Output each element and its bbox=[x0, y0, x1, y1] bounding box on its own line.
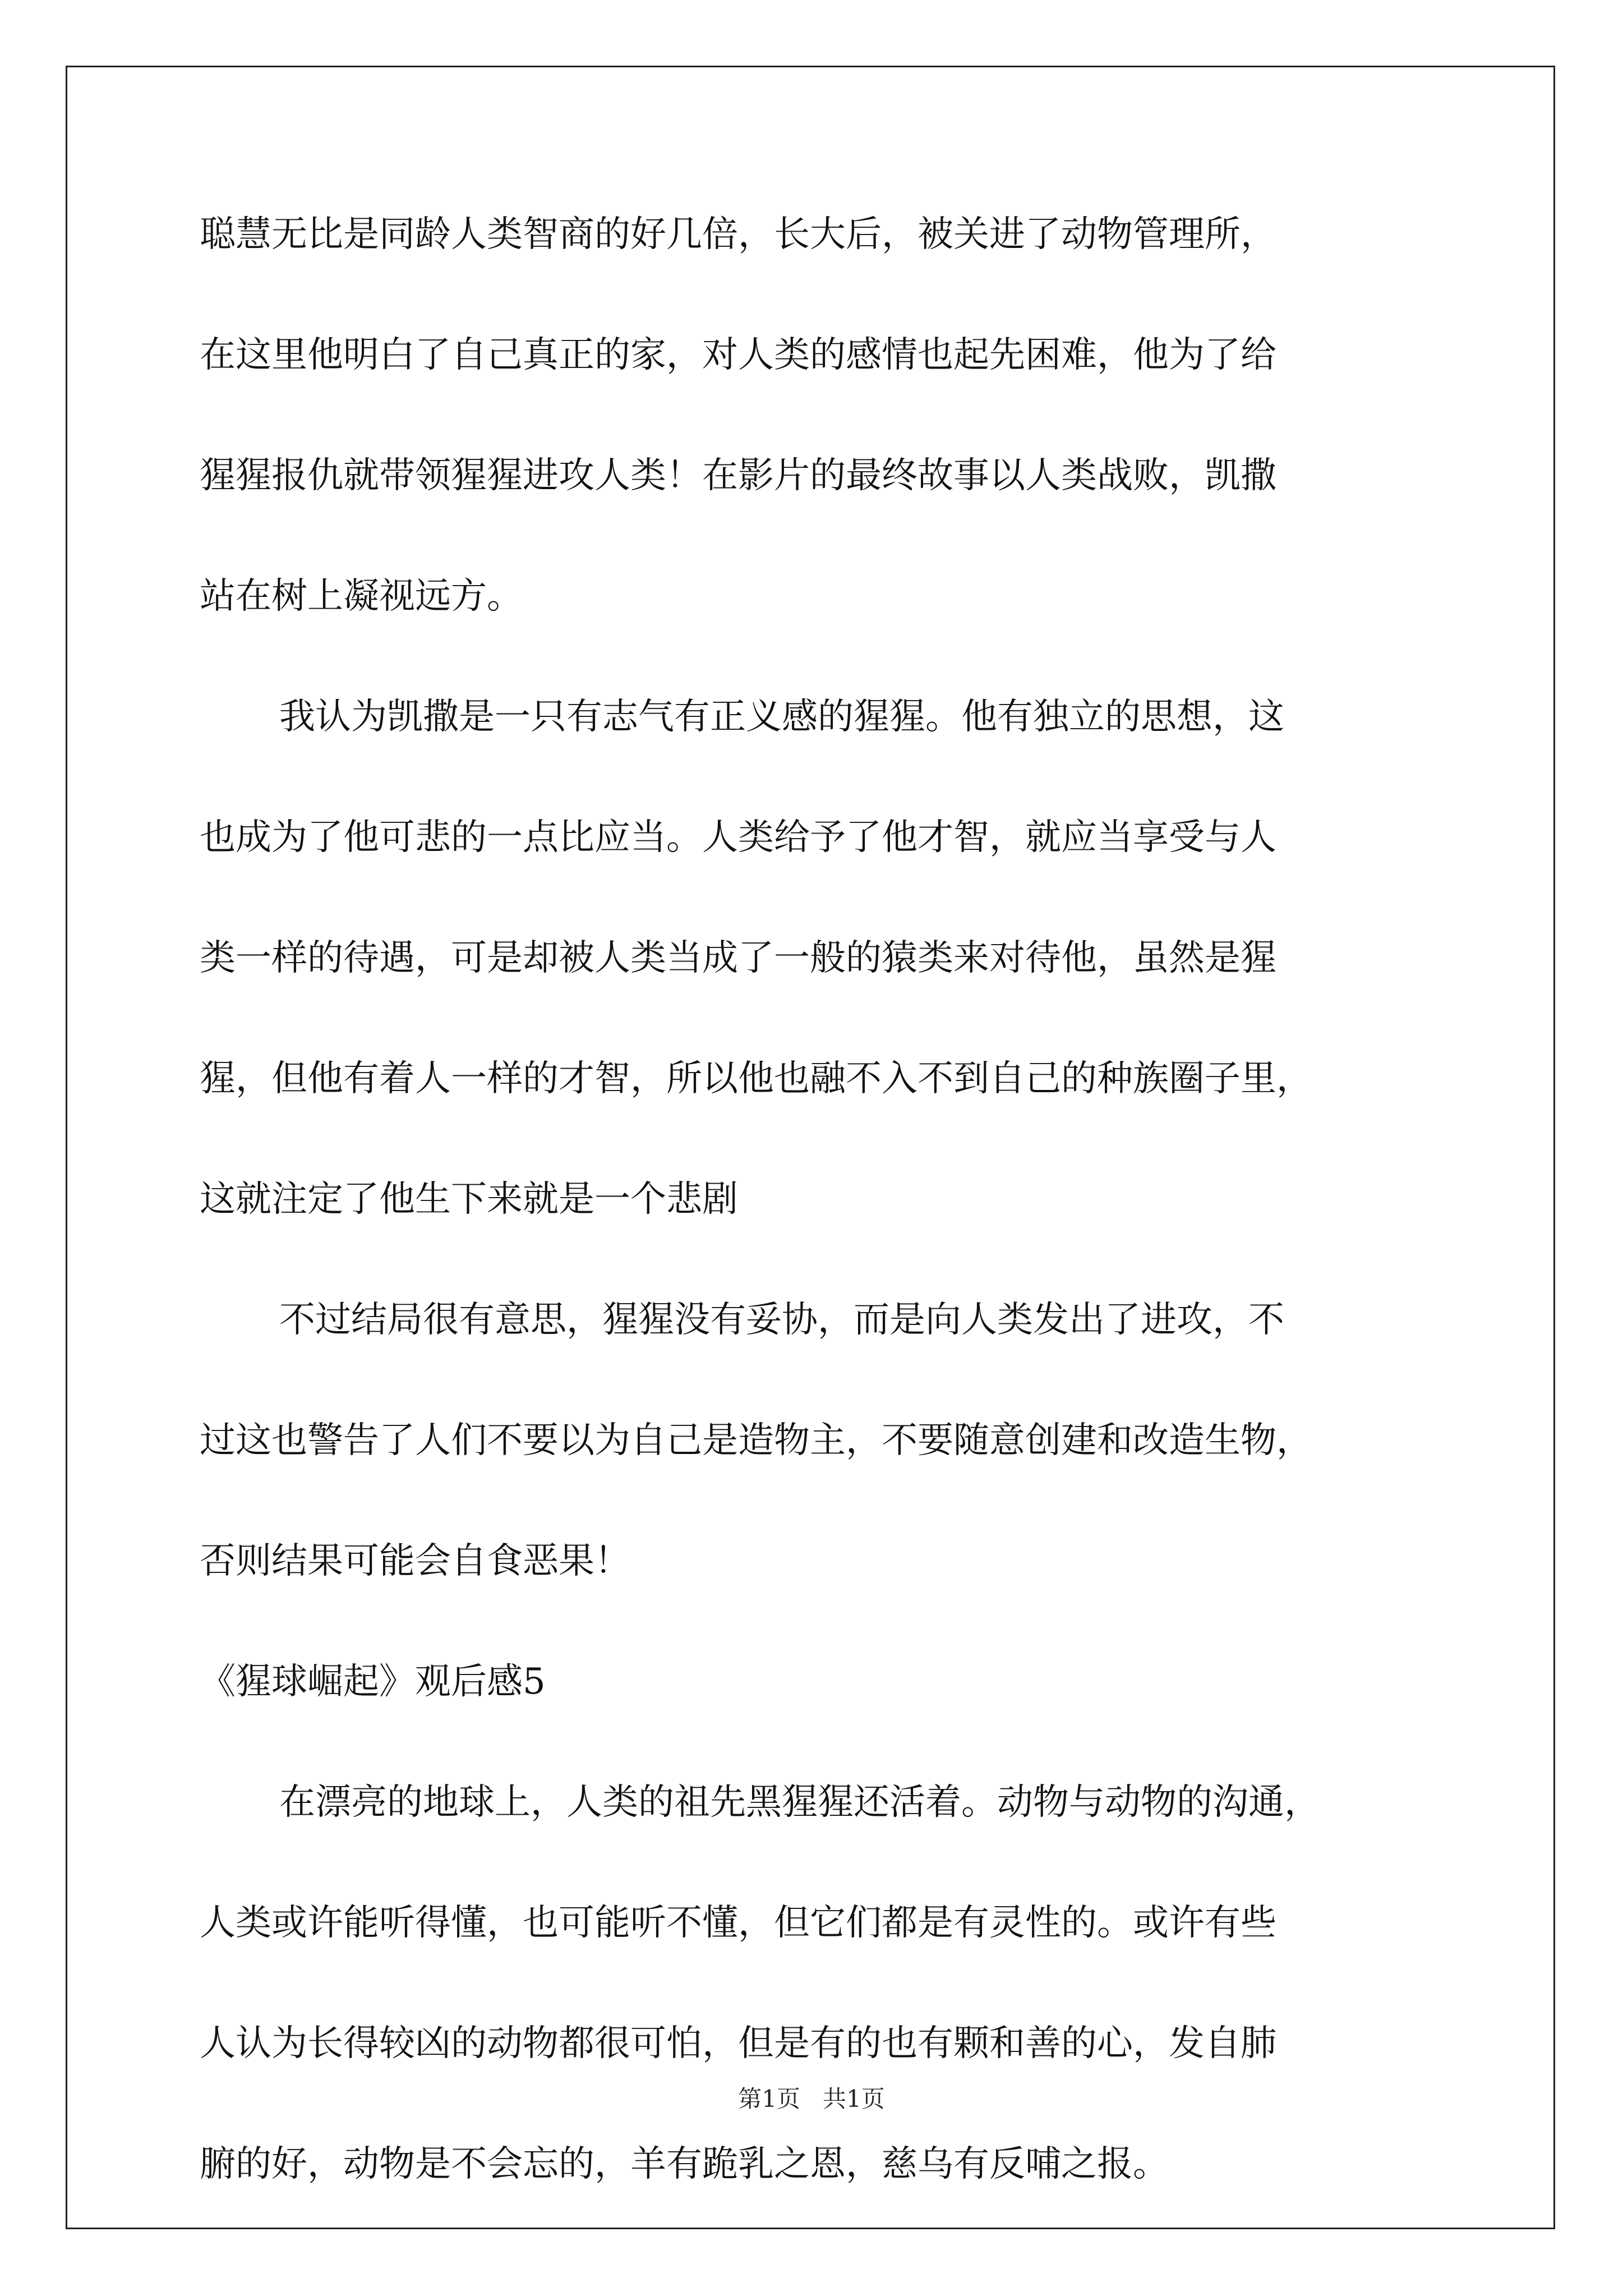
page-footer bbox=[0, 2085, 1623, 2114]
text-line: 过这也警告了人们不要以为自己是造物主，不要随意创建和改造生物， bbox=[200, 1420, 1312, 1461]
text-line: 类一样的待遇，可是却被人类当成了一般的猿类来对待他，虽然是猩 bbox=[200, 937, 1276, 979]
text-line: 站在树上凝视远方。 bbox=[200, 576, 523, 617]
text-line: 腑的好，动物是不会忘的，羊有跪乳之恩，慈乌有反哺之报。 bbox=[200, 2143, 1169, 2185]
text-line: 人类或许能听得懂，也可能听不懂，但它们都是有灵性的。或许有些 bbox=[200, 1902, 1276, 1944]
text-line: 否则结果可能会自食恶果！ bbox=[200, 1540, 630, 1582]
paragraph-start-line: 在漂亮的地球上，人类的祖先黑猩猩还活着。动物与动物的沟通， bbox=[279, 1782, 1320, 1823]
text-line: 人认为长得较凶的动物都很可怕，但是有的也有颗和善的心，发自肺 bbox=[200, 2023, 1276, 2064]
paragraph-start-line: 我认为凯撒是一只有志气有正义感的猩猩。他有独立的思想，这 bbox=[279, 696, 1284, 738]
text-line: 这就注定了他生下来就是一个悲剧 bbox=[200, 1179, 738, 1220]
text-line: 聪慧无比是同龄人类智商的好几倍，长大后，被关进了动物管理所， bbox=[200, 214, 1276, 255]
text-line: 也成为了他可悲的一点比应当。人类给予了他才智，就应当享受与人 bbox=[200, 817, 1276, 858]
text-line: 猩猩报仇就带领猩猩进攻人类！在影片的最终故事以人类战败，凯撒 bbox=[200, 455, 1276, 496]
page-number-label: 第1页 共1页 bbox=[738, 2085, 885, 2113]
text-line: 在这里他明白了自己真正的家，对人类的感情也起先困难，他为了给 bbox=[200, 334, 1276, 376]
text-line: 猩，但他有着人一样的才智，所以他也融不入不到自己的种族圈子里， bbox=[200, 1058, 1312, 1099]
section-heading: 《猩球崛起》观后感5 bbox=[200, 1661, 546, 1703]
paragraph-start-line: 不过结局很有意思，猩猩没有妥协，而是向人类发出了进攻，不 bbox=[279, 1299, 1284, 1341]
